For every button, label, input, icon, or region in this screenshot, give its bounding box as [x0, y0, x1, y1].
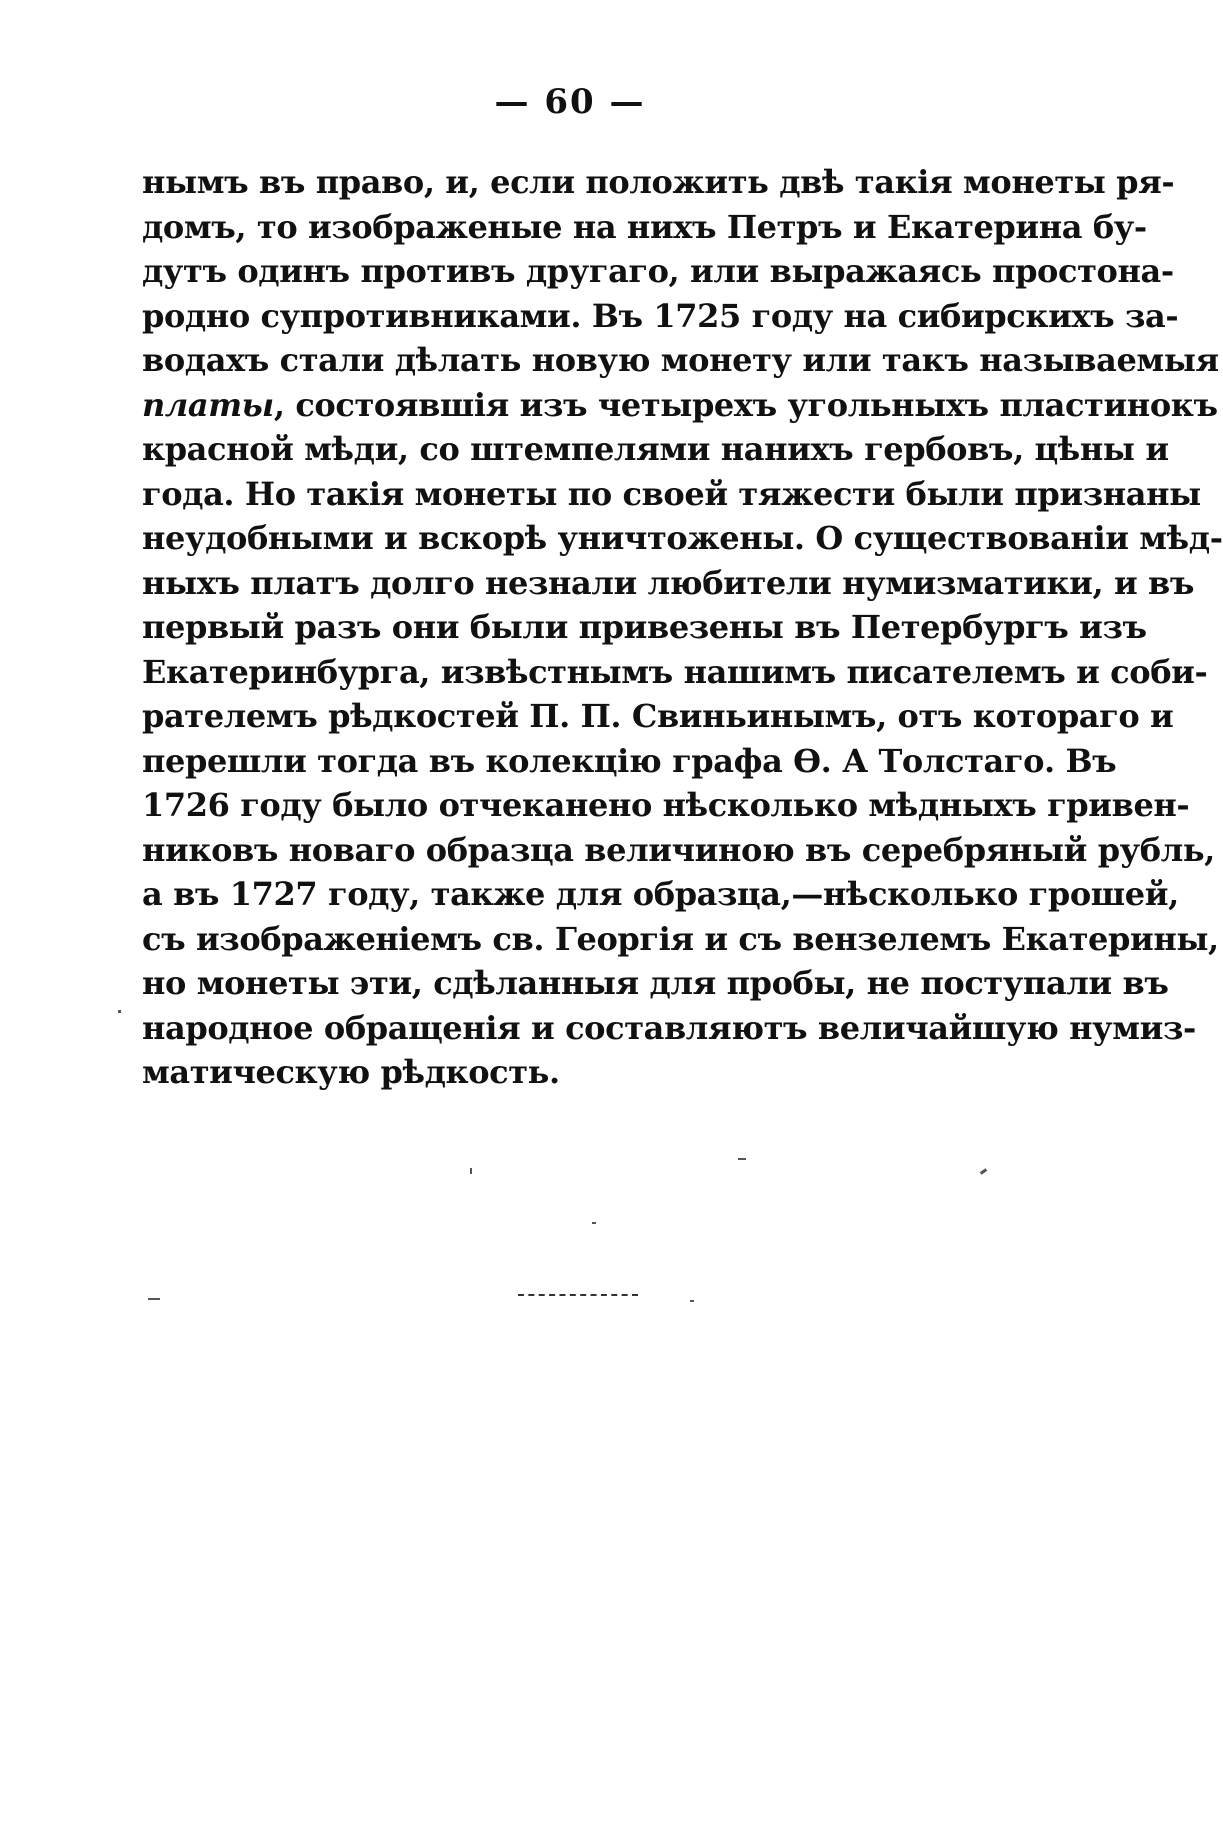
- print-speck: [118, 1010, 121, 1013]
- text-line: матическую рѣдкость.: [142, 1053, 560, 1091]
- print-speck: [980, 1168, 987, 1174]
- text-line: Екатеринбурга, извѣстнымъ нашимъ писателемъ и соби-: [142, 652, 1208, 691]
- text-line: но монеты эти, сдѣланныя для пробы, не поступали въ: [142, 964, 1169, 1002]
- print-speck: [148, 1298, 160, 1300]
- text-line: неудобными и вскорѣ уничтожены. О существованіи мѣд-: [142, 519, 1223, 557]
- text-line: домъ, то изображеные на нихъ Петръ и Екатерина бу-: [142, 207, 1147, 246]
- print-speck: [592, 1222, 596, 1224]
- text-line: рателемъ рѣдкостей П. П. Свиньинымъ, отъ котораго и: [142, 697, 1174, 735]
- text-line: нымъ въ право, и, если положить двѣ такія монеты ря-: [142, 163, 1175, 201]
- text-line: а въ 1727 году, также для образца,—нѣсколько грошей,: [142, 875, 1179, 913]
- text-line: ныхъ платъ долго незнали любители нумизматики, и въ: [142, 563, 1195, 602]
- print-speck: [690, 1300, 694, 1302]
- text-line: перешли тогда въ колекцію графа Ѳ. А Толстаго. Въ: [142, 741, 1117, 780]
- text-line: родно супротивниками. Въ 1725 году на сибирскихъ за-: [142, 296, 1179, 335]
- text-line: народное обращенія и составляютъ величайшую нумиз-: [142, 1008, 1196, 1047]
- italic-term: платы: [142, 385, 274, 424]
- text-line: 1726 году было отчеканено нѣсколько мѣдныхъ гривен-: [142, 786, 1190, 824]
- text-line: года. Но такія монеты по своей тяжести были признаны: [142, 474, 1201, 513]
- print-speck: [470, 1168, 472, 1174]
- text-line: никовъ новаго образца величиною въ серебряный рубль,: [142, 830, 1215, 869]
- text-line: съ изображеніемъ св. Георгія и съ вензелемъ Екатерины,: [142, 919, 1219, 958]
- page-number: — 60 —: [494, 82, 646, 122]
- text-line: водахъ стали дѣлать новую монету или такъ называемыя: [142, 341, 1219, 379]
- print-speck: [738, 1158, 746, 1160]
- section-divider: [518, 1294, 638, 1296]
- body-text: [142, 160, 1223, 1095]
- text-line: платы, состоявшія изъ четырехъ угольныхъ пластинокъ: [142, 385, 1218, 424]
- text-line: первый разъ они были привезены въ Петербургъ изъ: [142, 608, 1147, 646]
- text-line: дутъ одинъ противъ другаго, или выражаясь простона-: [142, 252, 1174, 290]
- text-line: красной мѣди, со штемпелями нанихъ гербовъ, цѣны и: [142, 430, 1169, 468]
